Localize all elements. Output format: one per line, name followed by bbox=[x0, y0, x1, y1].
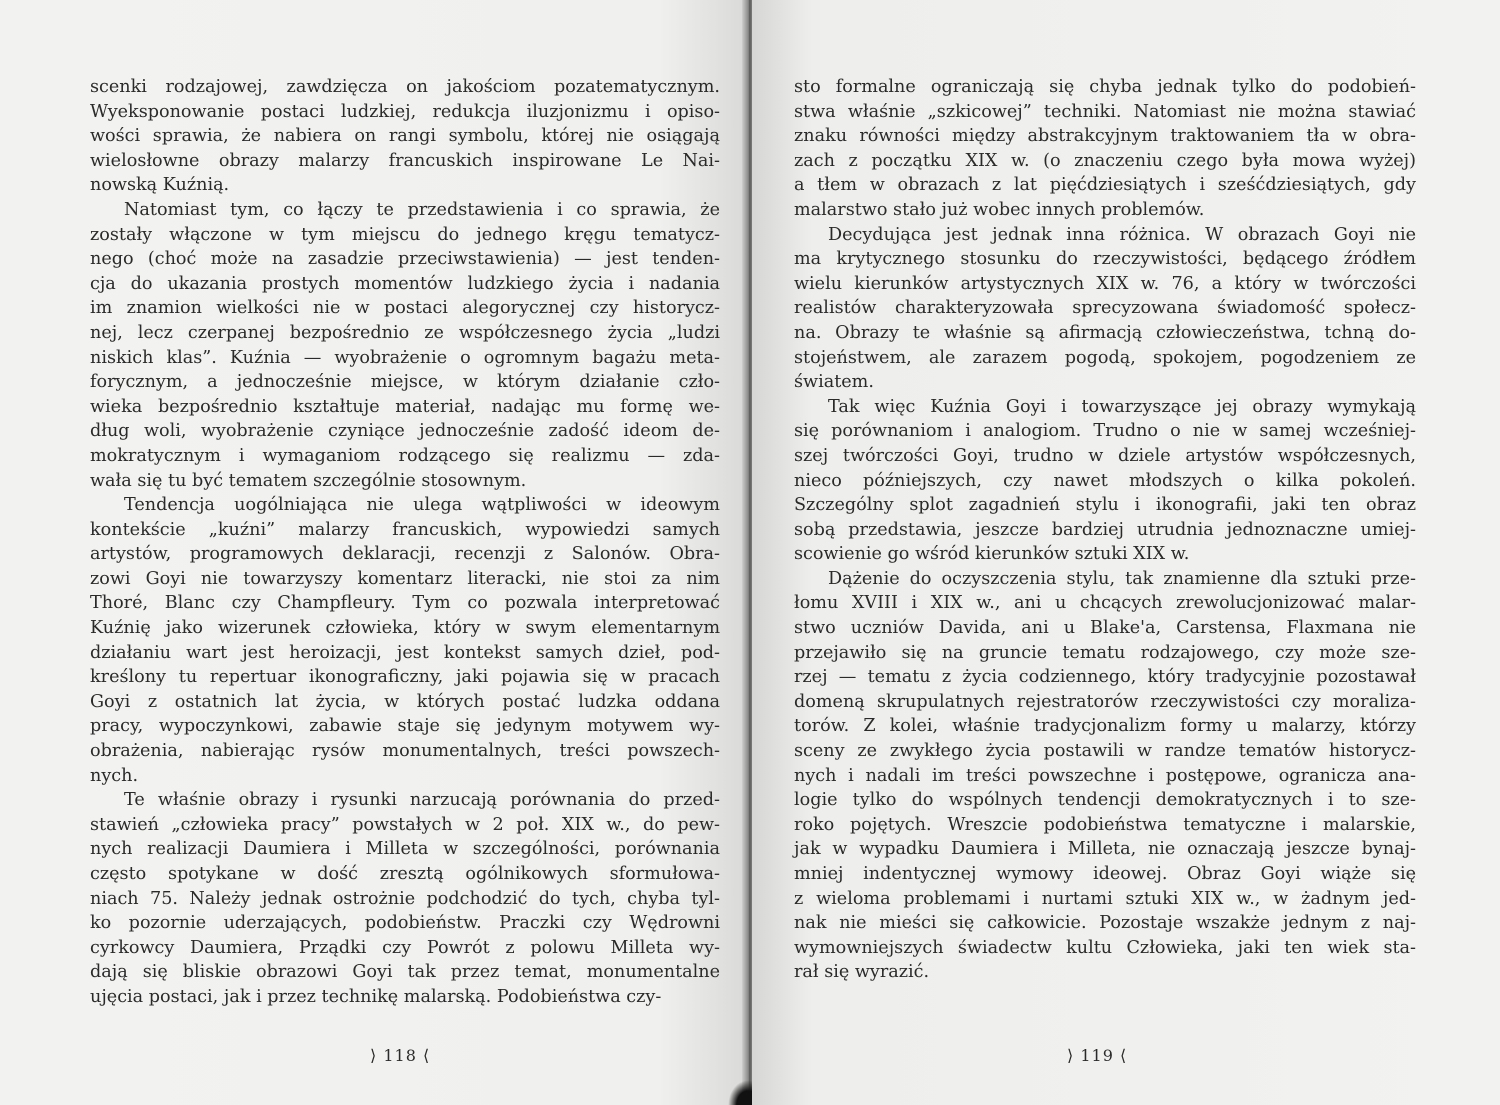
text-line: kontekście „kuźni” malarzy francuskich, wypowiedzi samych bbox=[90, 519, 720, 540]
text-line: z wieloma problemami i nurtami sztuki XIX w., w żadnym jed- bbox=[794, 888, 1416, 909]
page-number-119: ⟩ 119 ⟨ bbox=[1067, 1046, 1128, 1065]
text-line: artystów, programowych deklaracji, recenzji z Salonów. Obra- bbox=[90, 544, 720, 565]
text-line: Dążenie do oczyszczenia stylu, tak znamienne dla sztuki prze- bbox=[828, 568, 1416, 589]
page-number-118: ⟩ 118 ⟨ bbox=[370, 1046, 431, 1065]
text-line: stwo uczniów Davida, ani u Blake'a, Carstensa, Flaxmana nie bbox=[794, 618, 1416, 639]
text-line: Thoré, Blanc czy Champfleury. Tym co pozwala interpretować bbox=[90, 593, 720, 614]
text-line: sobą przedstawia, jeszcze bardziej utrudnia jednoznaczne umiej- bbox=[794, 519, 1416, 540]
text-line: stwa właśnie „szkicowej” techniki. Natomiast nie można stawiać bbox=[794, 101, 1416, 122]
text-line: realistów charakteryzowała sprecyzowana świadomość społecz- bbox=[794, 298, 1416, 319]
text-line: sceny ze zwykłego życia postawili w randze tematów historycz- bbox=[794, 741, 1416, 762]
text-line: wieka bezpośrednio kształtuje materiał, nadając mu formę we- bbox=[90, 396, 720, 417]
text-line: znaku równości między abstrakcyjnym traktowaniem tła w obra- bbox=[794, 126, 1416, 147]
text-line: scenki rodzajowej, zawdzięcza on jakościom pozatematycznym. bbox=[90, 77, 720, 97]
text-line: nych i nadali im treści powszechne i postępowe, ogranicza ana- bbox=[794, 765, 1416, 786]
text-line: wymowniejszych świadectw kultu Człowieka, jaki ten wiek sta- bbox=[794, 937, 1416, 958]
text-line: cja do ukazania prostych momentów ludzkiego życia i nadania bbox=[90, 273, 720, 294]
text-line: światem. bbox=[794, 372, 874, 393]
text-line: szej twórczości Goyi, trudno w dziele artystów współczesnych, bbox=[794, 445, 1416, 466]
text-line: Wyeksponowanie postaci ludzkiej, redukcja iluzjonizmu i opiso- bbox=[90, 101, 720, 122]
text-line: Tendencja uogólniająca nie ulega wątpliwości w ideowym bbox=[124, 495, 720, 516]
text-line: zowi Goyi nie towarzyszy komentarz literacki, nie stoi za nim bbox=[90, 568, 720, 589]
text-line: stojeństwem, ale zarazem pogodą, spokojem, pogodzeniem ze bbox=[794, 347, 1416, 368]
text-line: nak nie mieści się całkowicie. Pozostaje wszakże jednym z naj- bbox=[794, 913, 1416, 934]
text-line: jak w wypadku Daumiera i Milleta, nie oznaczają jeszcze bynaj- bbox=[794, 839, 1416, 860]
text-line: niskich klas”. Kuźnia — wyobrażenie o ogromnym bagażu meta- bbox=[90, 347, 720, 368]
text-line: rał się wyrazić. bbox=[794, 962, 930, 983]
text-line: dają się bliskie obrazowi Goyi tak przez temat, monumentalne bbox=[90, 962, 720, 983]
text-line: Natomiast tym, co łączy te przedstawienia i co sprawia, że bbox=[124, 199, 720, 220]
text-line: ujęcia postaci, jak i przez technikę malarską. Podobieństwa czy- bbox=[90, 986, 662, 1007]
text-line: wielosłowne obrazy malarzy francuskich inspirowane Le Nai- bbox=[90, 150, 720, 171]
text-line: dług woli, wyobrażenie czyniące jednocześnie zadość ideom de- bbox=[90, 421, 720, 442]
text-line: forycznym, a jednocześnie miejsce, w którym działanie czło- bbox=[90, 372, 720, 393]
text-line: scowienie go wśród kierunków sztuki XIX w. bbox=[794, 544, 1190, 565]
text-line: a tłem w obrazach z lat pięćdziesiątych i sześćdziesiątych, gdy bbox=[794, 175, 1416, 196]
text-line: rzej — tematu z życia codziennego, który tradycyjnie pozostawał bbox=[794, 667, 1416, 688]
text-line: nej, lecz czerpanej bezpośrednio ze współczesnego życia „ludzi bbox=[90, 322, 720, 343]
text-line: nych. bbox=[90, 765, 139, 786]
text-line: zostały włączone w tym miejscu do jednego kręgu tematycz- bbox=[90, 224, 720, 245]
text-line: Te właśnie obrazy i rysunki narzucają porównania do przed- bbox=[124, 790, 720, 811]
text-line: wości sprawia, że nabiera on rangi symbolu, której nie osiągają bbox=[90, 126, 720, 147]
text-line: przejawiło się na gruncie tematu rodzajowego, czy może sze- bbox=[794, 642, 1416, 663]
text-line: niach 75. Należy jednak ostrożnie podchodzić do tych, chyba tyl- bbox=[90, 888, 720, 909]
text-line: na. Obrazy te właśnie są afirmacją człowieczeństwa, tchną do- bbox=[794, 322, 1416, 343]
text-line: Kuźnię jako wizerunek człowieka, który w swym elementarnym bbox=[90, 618, 720, 639]
text-line: działaniu wart jest heroizacji, jest kontekst samych dzieł, pod- bbox=[90, 642, 720, 663]
text-line: nego (choć może na zasadzie przeciwstawienia) — jest tenden- bbox=[90, 249, 720, 270]
text-line: roko pojętych. Wreszcie podobieństwa tematyczne i malarskie, bbox=[794, 814, 1416, 835]
text-line: malarstwo stało już wobec innych problemów. bbox=[794, 199, 1205, 220]
text-line: logie tylko do wspólnych tendencji demokratycznych i to sze- bbox=[794, 790, 1416, 811]
text-line: mniej indentycznej wymowy ideowej. Obraz Goyi wiąże się bbox=[794, 864, 1416, 884]
text-line: wielu kierunków artystycznych XIX w. 76, a który w twórczości bbox=[794, 273, 1416, 294]
left-page bbox=[0, 0, 748, 1105]
left-page-text bbox=[90, 75, 720, 1010]
text-line: nieco późniejszych, czy nawet młodszych o kilka pokoleń. bbox=[794, 470, 1416, 491]
text-line: często spotykane w dość zresztą ogólnikowych sformułowa- bbox=[90, 864, 720, 884]
text-line: Szczególny splot zagadnień stylu i ikonografii, jaki ten obraz bbox=[794, 495, 1416, 516]
text-line: kreślony tu repertuar ikonograficzny, jaki pojawia się w pracach bbox=[90, 667, 720, 688]
text-line: zach z początku XIX w. (o znaczeniu czego była mowa wyżej) bbox=[794, 150, 1416, 171]
text-line: cyrkowcy Daumiera, Prządki czy Powrót z polowu Milleta wy- bbox=[90, 937, 720, 958]
text-line: Tak więc Kuźnia Goyi i towarzyszące jej obrazy wymykają bbox=[828, 396, 1416, 417]
text-line: pracy, wypoczynkowi, zabawie staje się jedynym motywem wy- bbox=[90, 716, 720, 737]
text-line: Goyi z ostatnich lat życia, w których postać ludzka oddana bbox=[90, 691, 720, 712]
text-line: wała się tu być tematem szczególnie stosownym. bbox=[90, 470, 527, 491]
text-line: domeną skrupulatnych rejestratorów rzeczywistości czy moraliza- bbox=[794, 691, 1416, 712]
right-page-text bbox=[794, 75, 1416, 985]
text-line: łomu XVIII i XIX w., ani u chcących zrewolucjonizować malar- bbox=[794, 593, 1416, 614]
text-line: stawień „człowieka pracy” powstałych w 2 poł. XIX w., do pew- bbox=[90, 814, 720, 835]
text-line: Decydująca jest jednak inna różnica. W obrazach Goyi nie bbox=[828, 224, 1416, 245]
text-line: obrażenia, nabierając rysów monumentalnych, treści powszech- bbox=[90, 741, 720, 762]
text-line: mokratycznym i wymaganiom rodzącego się realizmu — zda- bbox=[90, 445, 720, 466]
text-line: torów. Z kolei, właśnie tradycjonalizm formy u malarzy, którzy bbox=[794, 716, 1416, 737]
text-line: nowską Kuźnią. bbox=[90, 175, 230, 196]
right-page bbox=[752, 0, 1500, 1105]
text-line: nych realizacji Daumiera i Milleta w szczególności, porównania bbox=[90, 839, 720, 860]
text-line: się porównaniom i analogiom. Trudno o nie w samej wcześniej- bbox=[794, 421, 1416, 442]
text-line: ko pozornie uderzających, podobieństw. Praczki czy Wędrowni bbox=[90, 913, 720, 934]
text-line: ma krytycznego stosunku do rzeczywistości, będącego źródłem bbox=[794, 249, 1416, 270]
text-line: im znamion wielkości nie w postaci alegorycznej czy historycz- bbox=[90, 298, 720, 319]
text-line: sto formalne ograniczają się chyba jednak tylko do podobień- bbox=[794, 77, 1416, 97]
